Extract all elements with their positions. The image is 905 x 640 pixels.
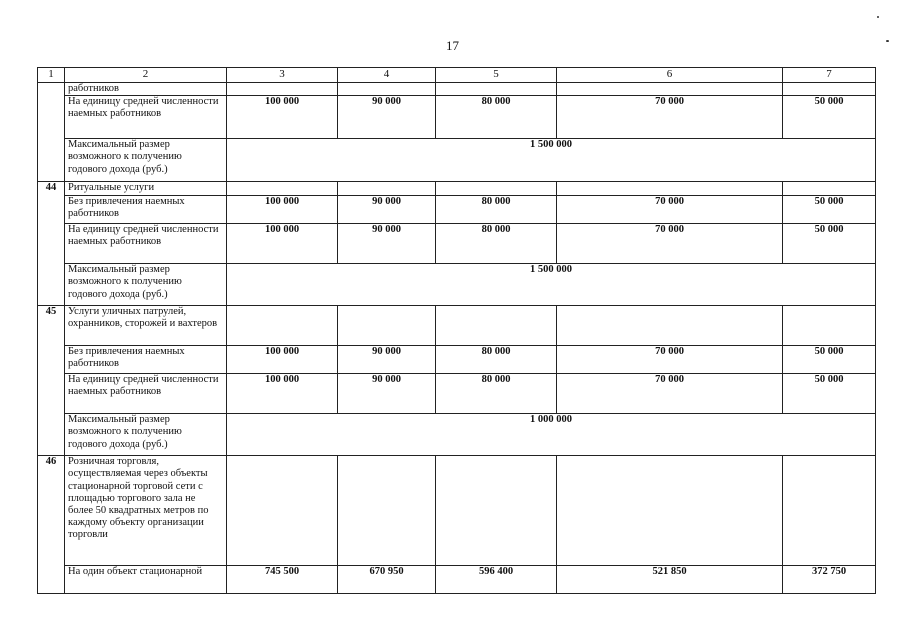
table-row	[38, 96, 876, 139]
value-cell: 372 750	[783, 566, 876, 594]
row-label: На один объект стационарной	[65, 566, 227, 594]
table-row	[38, 306, 876, 346]
value-cell: 50 000	[783, 224, 876, 264]
row-number: 45	[38, 306, 65, 456]
row-label: Максимальный размер возможного к получению годового дохода (руб.)	[65, 139, 227, 182]
row-label: работников	[65, 83, 227, 96]
value-cell	[557, 306, 783, 346]
value-cell	[783, 182, 876, 196]
table-row	[38, 566, 876, 594]
value-cell: 745 500	[227, 566, 338, 594]
row-label: На единицу средней численности наемных работников	[65, 224, 227, 264]
scan-speck	[877, 16, 879, 18]
column-header: 2	[65, 68, 227, 83]
value-cell: 100 000	[227, 346, 338, 374]
value-cell	[783, 456, 876, 566]
value-cell	[338, 83, 436, 96]
row-number: 46	[38, 456, 65, 594]
table-row	[38, 414, 876, 456]
row-label: Максимальный размер возможного к получению годового дохода (руб.)	[65, 414, 227, 456]
row-label: Максимальный размер возможного к получению годового дохода (руб.)	[65, 264, 227, 306]
value-cell: 100 000	[227, 224, 338, 264]
value-cell	[783, 306, 876, 346]
value-cell: 90 000	[338, 224, 436, 264]
table-row	[38, 264, 876, 306]
value-cell: 90 000	[338, 374, 436, 414]
value-cell: 596 400	[436, 566, 557, 594]
rates-table	[37, 67, 876, 594]
column-header: 1	[38, 68, 65, 83]
value-cell: 70 000	[557, 196, 783, 224]
value-cell: 80 000	[436, 196, 557, 224]
value-cell	[436, 456, 557, 566]
row-number-cell	[38, 83, 65, 182]
value-cell	[227, 83, 338, 96]
value-cell	[557, 83, 783, 96]
merged-max-income: 1 500 000	[227, 139, 876, 182]
column-header: 5	[436, 68, 557, 83]
value-cell: 670 950	[338, 566, 436, 594]
row-label: Без привлечения наемных работников	[65, 346, 227, 374]
value-cell: 80 000	[436, 96, 557, 139]
value-cell: 50 000	[783, 96, 876, 139]
table-row	[38, 224, 876, 264]
value-cell: 90 000	[338, 96, 436, 139]
value-cell	[557, 182, 783, 196]
column-header: 6	[557, 68, 783, 83]
value-cell: 70 000	[557, 224, 783, 264]
value-cell	[436, 182, 557, 196]
value-cell	[436, 306, 557, 346]
value-cell	[338, 456, 436, 566]
value-cell: 50 000	[783, 346, 876, 374]
value-cell: 90 000	[338, 346, 436, 374]
value-cell	[436, 83, 557, 96]
value-cell	[338, 182, 436, 196]
table-row	[38, 196, 876, 224]
header-row	[38, 68, 876, 83]
value-cell: 80 000	[436, 346, 557, 374]
value-cell	[338, 306, 436, 346]
table-row	[38, 346, 876, 374]
value-cell: 70 000	[557, 374, 783, 414]
value-cell: 50 000	[783, 374, 876, 414]
scan-speck	[886, 40, 889, 42]
value-cell: 100 000	[227, 196, 338, 224]
row-label: Без привлечения наемных работников	[65, 196, 227, 224]
row-label: Розничная торговля, осуществляемая через объекты стационарной торговой сети с площадью торгового зала не более 50 квадратных метров по каждому объекту организации торговли	[65, 456, 227, 566]
table-row	[38, 83, 876, 96]
value-cell: 80 000	[436, 224, 557, 264]
value-cell: 70 000	[557, 346, 783, 374]
table-row	[38, 182, 876, 196]
value-cell: 90 000	[338, 196, 436, 224]
row-label: На единицу средней численности наемных работников	[65, 374, 227, 414]
column-header: 4	[338, 68, 436, 83]
value-cell	[227, 456, 338, 566]
row-number: 44	[38, 182, 65, 306]
table-row	[38, 374, 876, 414]
value-cell: 80 000	[436, 374, 557, 414]
value-cell	[557, 456, 783, 566]
row-label: Услуги уличных патрулей, охранников, сторожей и вахтеров	[65, 306, 227, 346]
row-label: Ритуальные услуги	[65, 182, 227, 196]
page-number: 17	[446, 38, 459, 53]
value-cell: 70 000	[557, 96, 783, 139]
table-row	[38, 456, 876, 566]
merged-max-income: 1 500 000	[227, 264, 876, 306]
value-cell	[227, 182, 338, 196]
value-cell: 50 000	[783, 196, 876, 224]
value-cell	[783, 83, 876, 96]
value-cell: 100 000	[227, 374, 338, 414]
column-header: 7	[783, 68, 876, 83]
row-label: На единицу средней численности наемных работников	[65, 96, 227, 139]
table-row	[38, 139, 876, 182]
value-cell: 100 000	[227, 96, 338, 139]
merged-max-income: 1 000 000	[227, 414, 876, 456]
column-header: 3	[227, 68, 338, 83]
value-cell: 521 850	[557, 566, 783, 594]
value-cell	[227, 306, 338, 346]
